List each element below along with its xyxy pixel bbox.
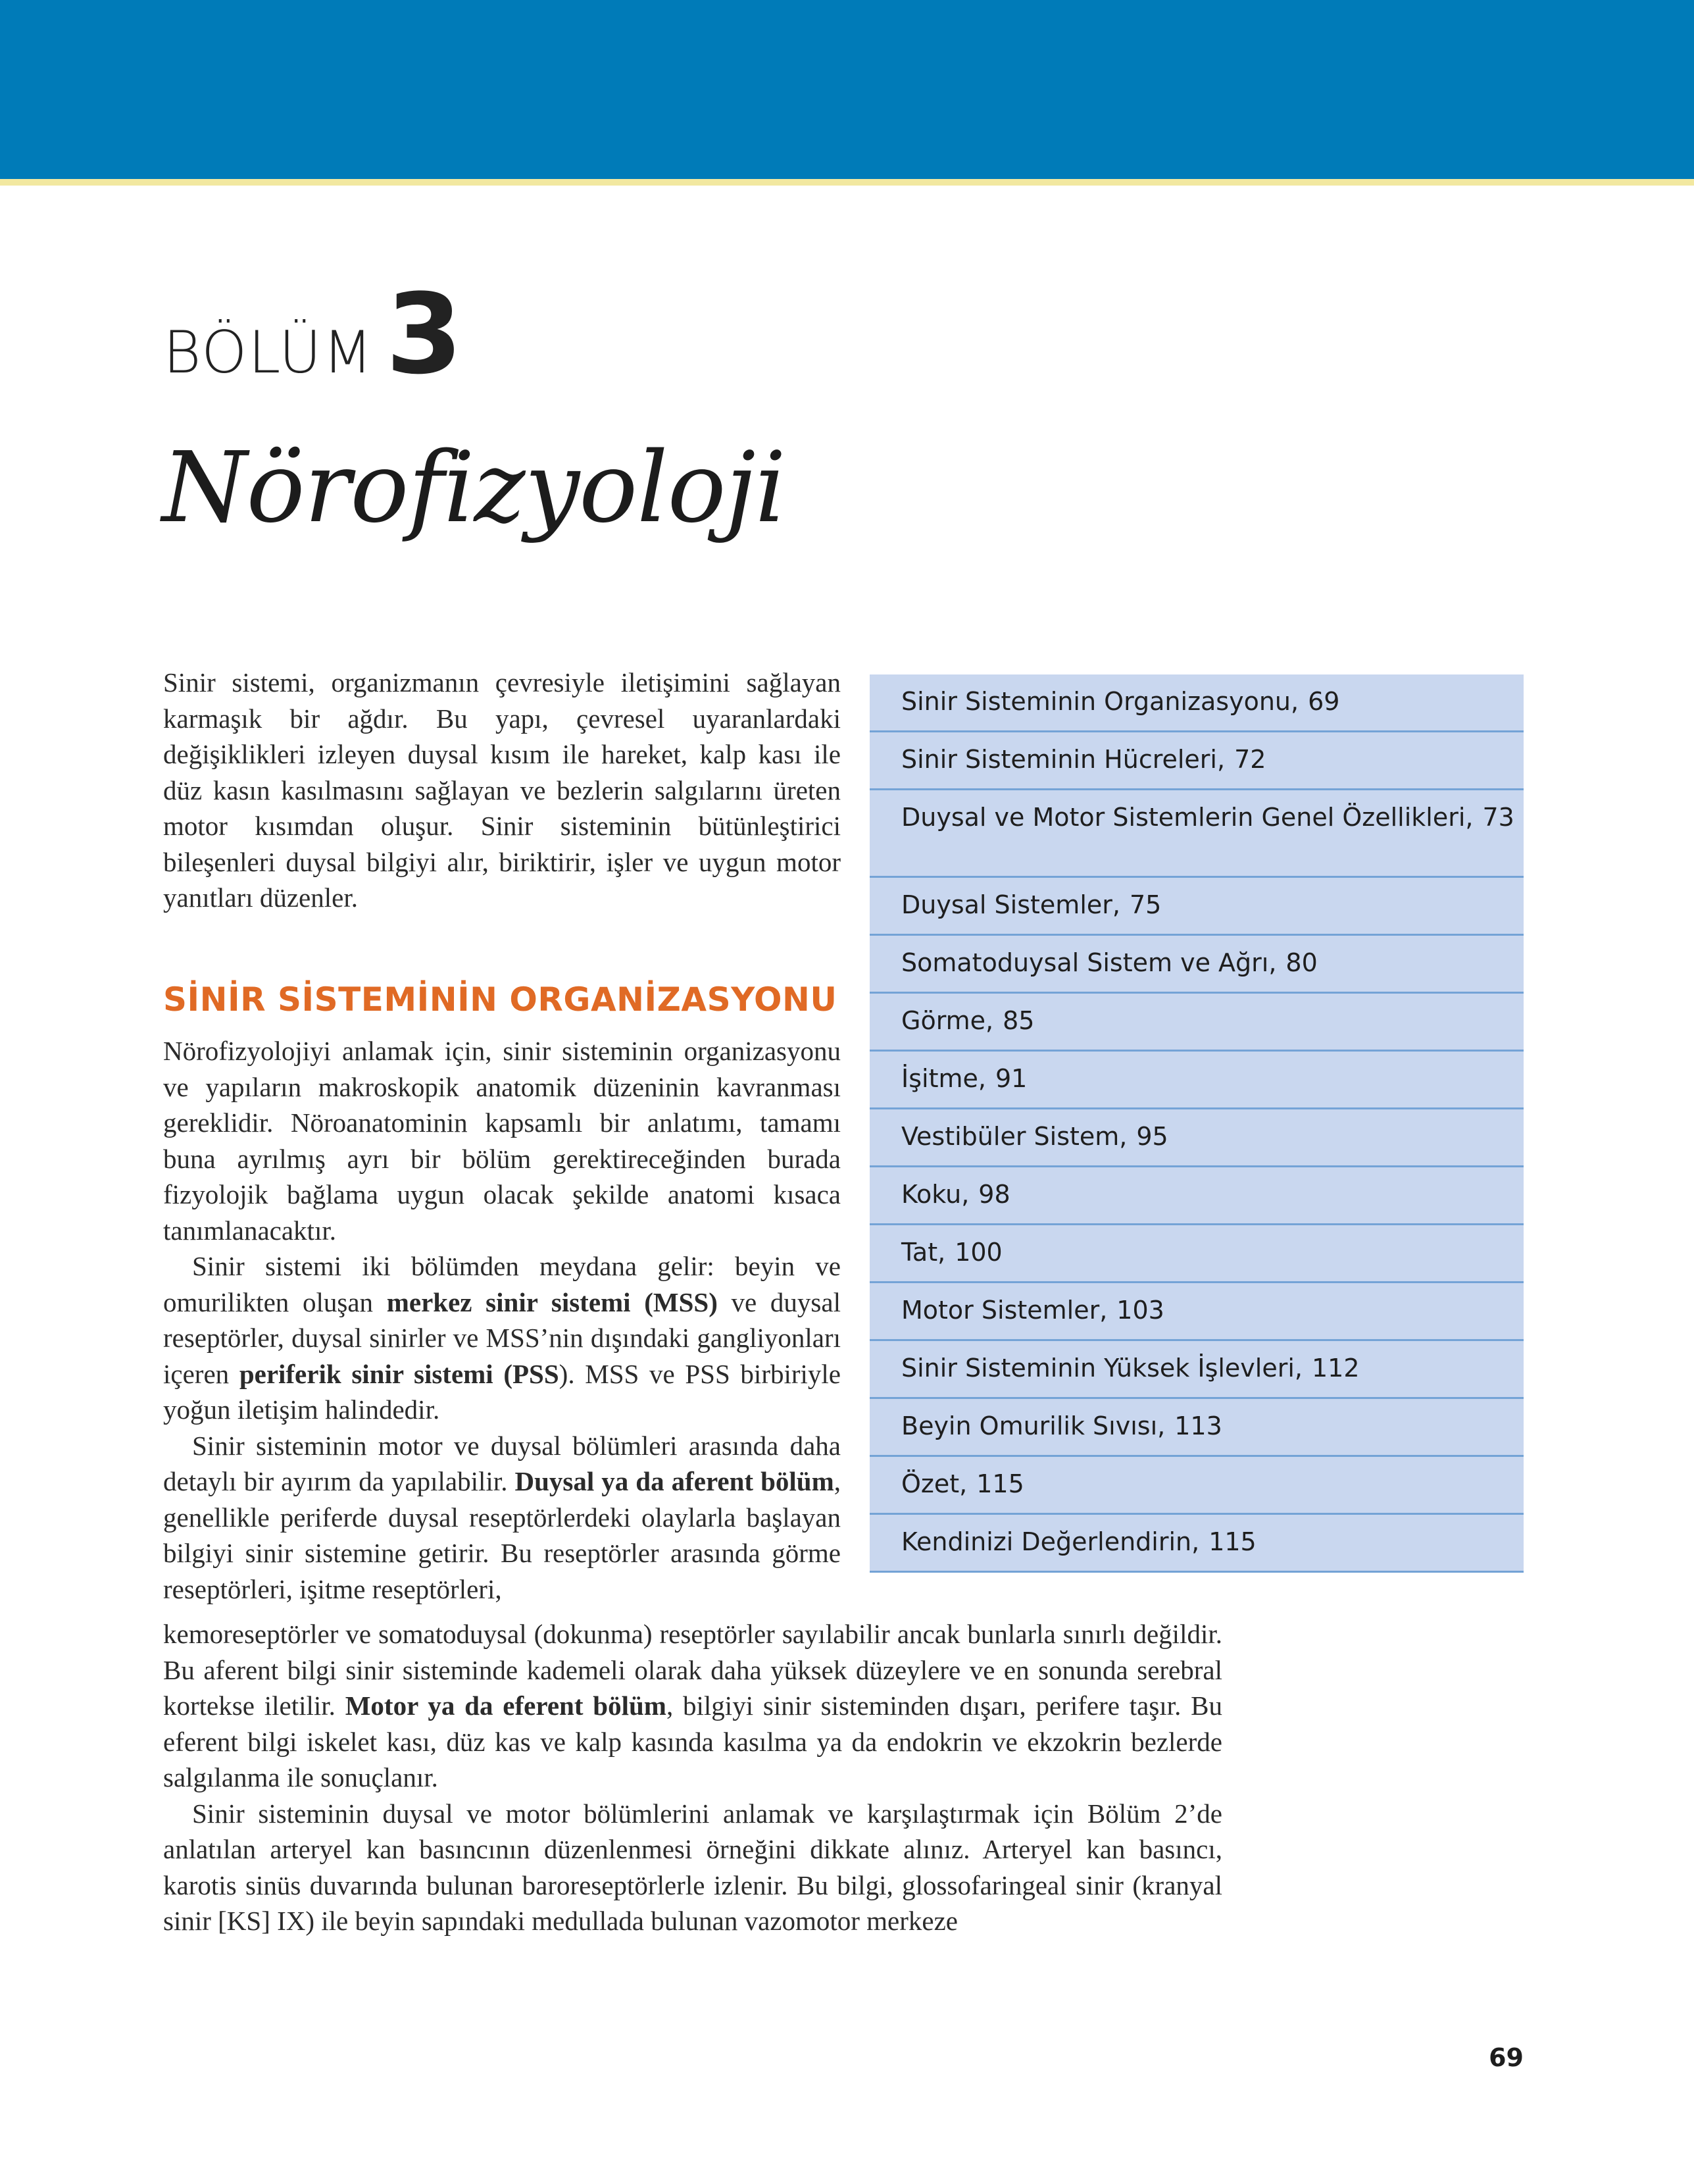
toc-item: Duysal Sistemler, 75	[870, 878, 1524, 936]
toc-item: Sinir Sisteminin Organizasyonu, 69	[870, 674, 1524, 732]
toc-item: Koku, 98	[870, 1167, 1524, 1225]
term-efferent: Motor ya da eferent bölüm	[345, 1690, 666, 1721]
term-mss: merkez sinir sistemi (MSS)	[386, 1286, 718, 1317]
header-stripe	[0, 179, 1694, 186]
toc-item: Somatoduysal Sistem ve Ağrı, 80	[870, 936, 1524, 994]
section-organization	[163, 980, 841, 1607]
chapter-outline	[870, 674, 1524, 1573]
term-pss: periferik sinir sistemi (PSS	[239, 1358, 559, 1389]
toc-item: Özet, 115	[870, 1457, 1524, 1515]
toc-item: Sinir Sisteminin Hücreleri, 72	[870, 732, 1524, 790]
chapter-title: Nörofizyoloji	[162, 431, 785, 544]
paragraph-2: Sinir sistemi iki bölümden meydana gelir: beyin ve omurilikten oluşan merkez sinir sistemi (MSS) ve duysal reseptörler, duysal sinirler ve MSS’nin dışındaki gangliyonları içeren periferik sinir sistemi (PSS). MSS ve PSS birbiriyle yoğun iletişim halindedir.	[163, 1251, 841, 1425]
paragraph-3-continued: kemoreseptörler ve somatoduysal (dokunma) reseptörler sayılabilir ancak bunlarla sınırlı değildir. Bu aferent bilgi sinir sisteminde kademeli olarak daha yüksek düzeylere ve en sonunda serebral kortekse iletilir. Motor ya da eferent bölüm, bilgiyi sinir sisteminden dışarı, perifere taşır. Bu eferent bilgi iskelet kası, düz kas ve kalp kasında kasılma ya da endokrin ve ekzokrin bezlerde salgılanma ile sonuçlanır. Sinir sisteminin duysal ve motor bölümlerini anlamak ve karşılaştırmak için Bölüm 2’de anlatılan arteryel kan basıncının düzenlenmesi örneğini dikkate alınız. Arteryel kan basıncı, karotis sinüs duvarında bulunan baroreseptörlerle izlenir. Bu bilgi, glossofaringeal sinir (kranyal sinir [KS] IX) ile beyin sapındaki medullada bulunan vazomotor merkeze	[163, 1616, 1222, 1939]
toc-item: Motor Sistemler, 103	[870, 1283, 1524, 1341]
intro-paragraph	[163, 665, 841, 916]
chapter-word: BÖLÜM	[163, 318, 374, 386]
toc-item: Kendinizi Değerlendirin, 115	[870, 1515, 1524, 1573]
page-number: 69	[1489, 2043, 1524, 2072]
term-afferent: Duysal ya da aferent bölüm	[514, 1466, 834, 1496]
section-heading: SİNİR SİSTEMİNİN ORGANİZASYONU	[163, 980, 837, 1019]
toc-item: Vestibüler Sistem, 95	[870, 1109, 1524, 1167]
paragraph-1: Nörofizyolojiyi anlamak için, sinir sisteminin organizasyonu ve yapıların makroskopik anatomik düzeninin kavranması gereklidir. Nöroanatominin kapsamlı bir anlatımı, tamamı buna ayrılmış ayrı bir bölüm gerektireceğinden burada fizyolojik bağlama uygun olacak şekilde anatomi kısaca tanımlanacaktır.	[163, 1036, 841, 1246]
paragraph-4: Sinir sisteminin duysal ve motor bölümlerini anlamak ve karşılaştırmak için Bölüm 2’de anlatılan arteryel kan basıncının düzenlenmesi örneğini dikkate alınız. Arteryel kan basıncı, karotis sinüs duvarında bulunan baroreseptörlerle izlenir. Bu bilgi, glossofaringeal sinir (kranyal sinir [KS] IX) ile beyin sapındaki medullada bulunan vazomotor merkeze	[163, 1798, 1222, 1936]
intro-text: Sinir sistemi, organizmanın çevresiyle iletişimini sağlayan karmaşık bir ağdır. Bu yapı, çevresel uyaranlardaki değişiklikleri izleyen duysal kısım ile hareket, kalp kası ile düz kasın kasılmasını sağlayan ve bezlerin salgılarını üreten motor kısımdan oluşur. Sinir sisteminin bütünleştirici bileşenleri duysal bilgiyi alır, biriktirir, işler ve uygun motor yanıtları düzenler.	[163, 667, 841, 913]
toc-item: Tat, 100	[870, 1225, 1524, 1283]
chapter-number: 3	[386, 270, 463, 399]
toc-item: Duysal ve Motor Sistemlerin Genel Özellikleri, 73	[870, 790, 1524, 878]
header-band	[0, 0, 1694, 179]
toc-item: Beyin Omurilik Sıvısı, 113	[870, 1399, 1524, 1457]
toc-item: Görme, 85	[870, 994, 1524, 1052]
toc-item: İşitme, 91	[870, 1052, 1524, 1109]
toc-item: Sinir Sisteminin Yüksek İşlevleri, 112	[870, 1341, 1524, 1399]
chapter-label	[163, 270, 462, 399]
paragraph-3: Sinir sisteminin motor ve duysal bölümleri arasında daha detaylı bir ayırım da yapılabilir. Duysal ya da aferent bölüm, genellikle periferde duysal reseptörlerdeki olaylarla başlayan bilgiyi sinir sistemine getirir. Bu reseptörler arasında görme reseptörleri, işitme reseptörleri,	[163, 1430, 841, 1604]
